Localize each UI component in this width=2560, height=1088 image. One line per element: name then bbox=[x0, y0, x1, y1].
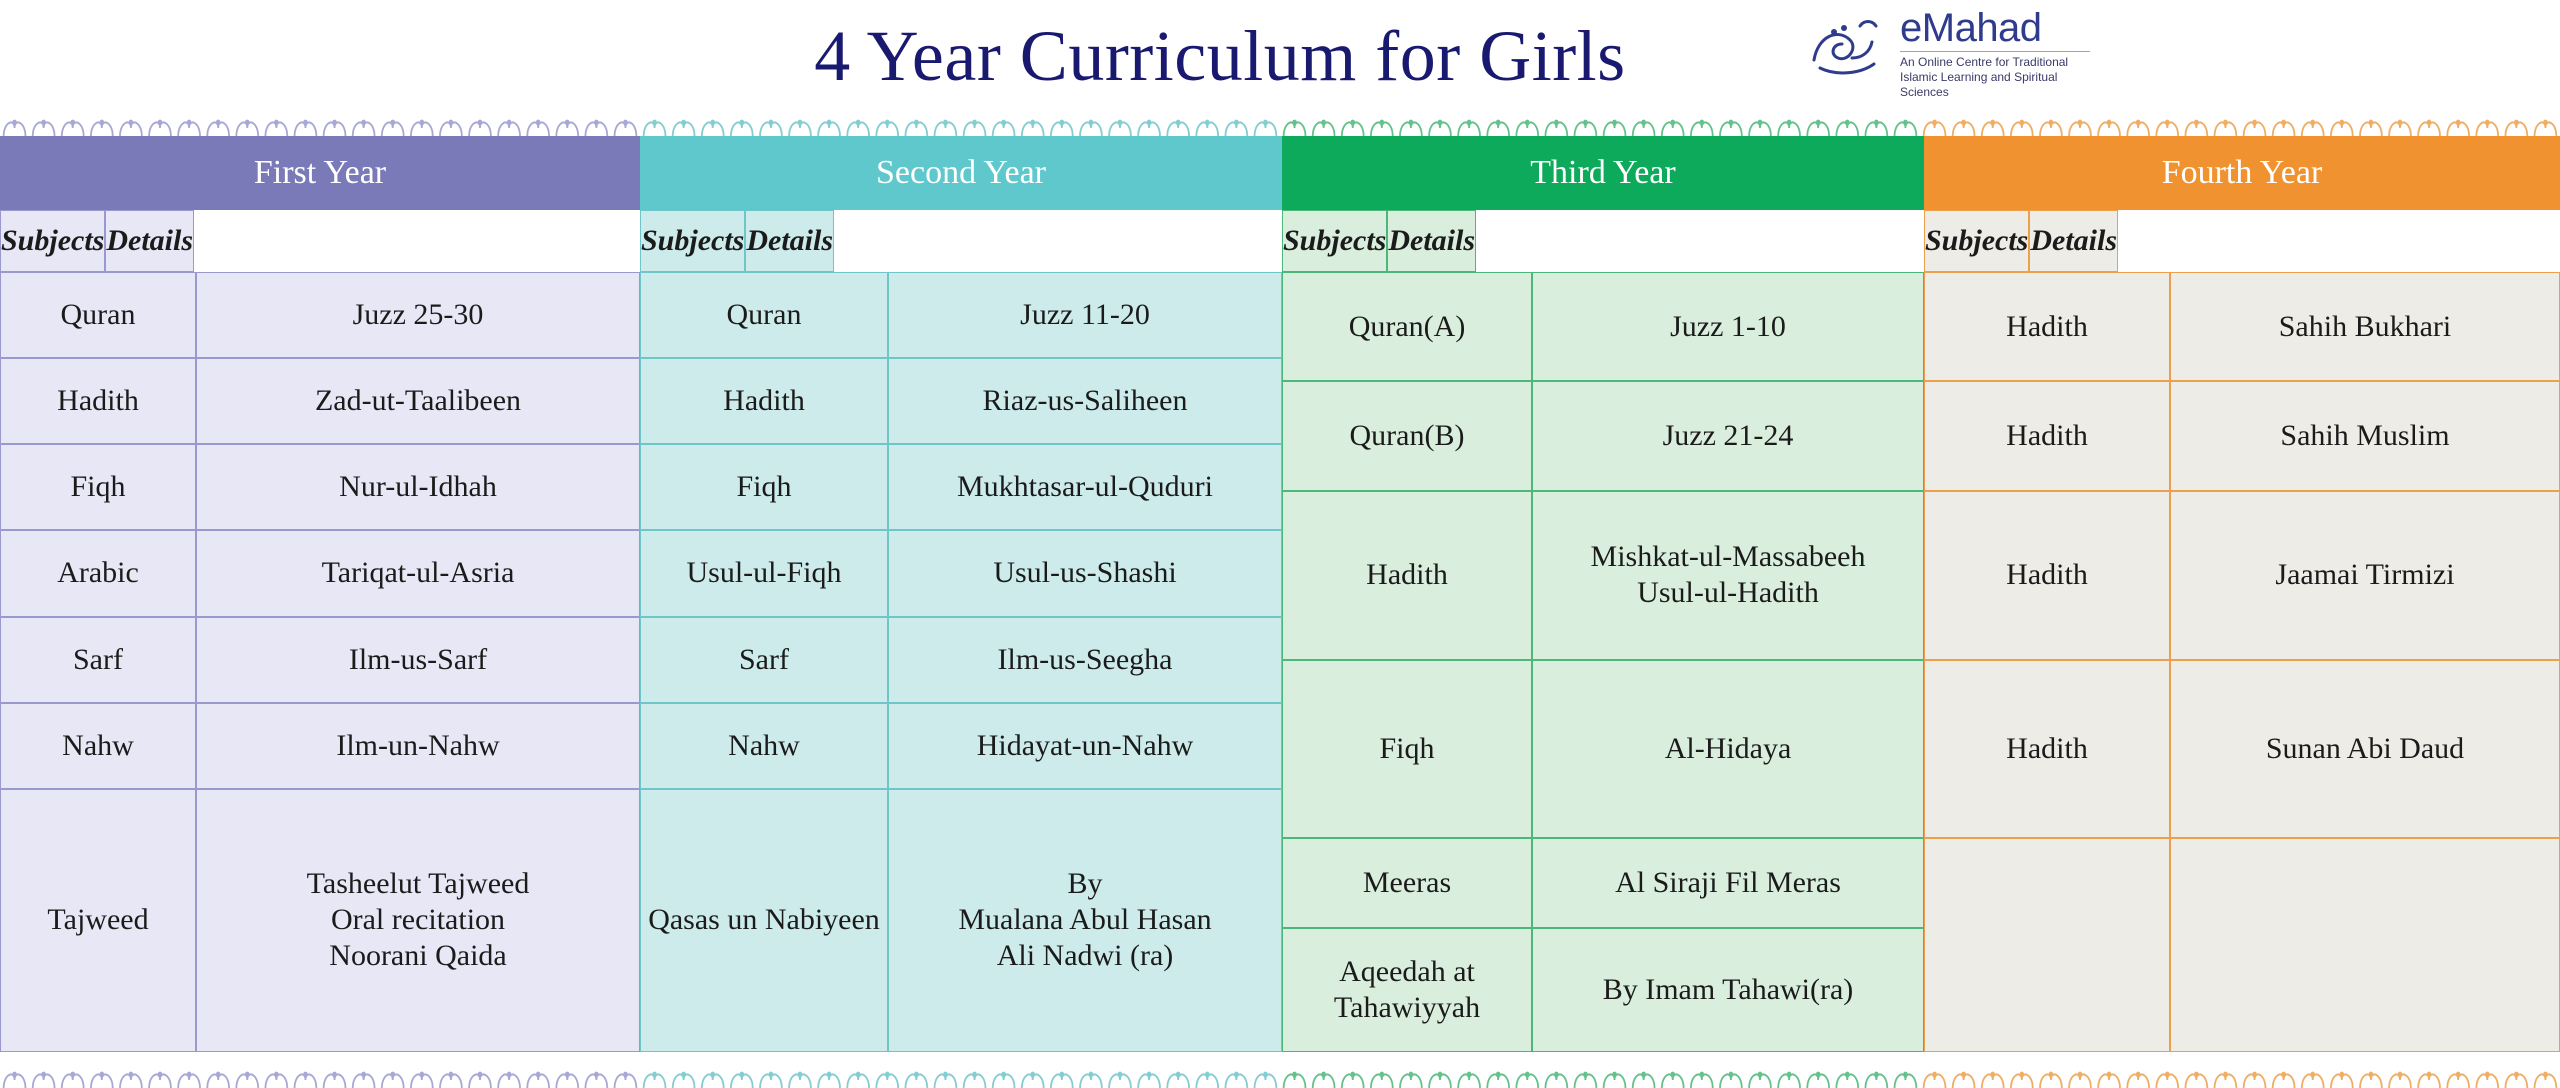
year-column-4 bbox=[1924, 136, 2560, 1052]
subject-cells bbox=[640, 272, 888, 1052]
year-column-3 bbox=[1282, 136, 1924, 1052]
table-cell-subject: Hadith bbox=[640, 358, 888, 444]
col-header-details: Details bbox=[2029, 210, 2118, 272]
band-segment bbox=[1920, 114, 2560, 136]
table-cell-details: By Imam Tahawi(ra) bbox=[1532, 928, 1924, 1052]
table-cell-subject: Fiqh bbox=[0, 444, 196, 530]
rows-area bbox=[1282, 272, 1924, 1052]
year-header: Second Year bbox=[640, 136, 1282, 210]
details-cells bbox=[2170, 272, 2560, 1052]
year-header: Third Year bbox=[1282, 136, 1924, 210]
table-cell-details: Juzz 25-30 bbox=[196, 272, 640, 358]
decorative-band-bottom bbox=[0, 1066, 2560, 1088]
arabic-calligraphy-icon bbox=[1800, 6, 1890, 84]
table-cell-details: Juzz 21-24 bbox=[1532, 381, 1924, 490]
year-column-2 bbox=[640, 136, 1282, 1052]
curriculum-table bbox=[0, 136, 2560, 1052]
table-cell-subject: Arabic bbox=[0, 530, 196, 616]
table-cell-subject: Fiqh bbox=[640, 444, 888, 530]
table-cell-details: Sahih Muslim bbox=[2170, 381, 2560, 490]
table-cell-subject: Fiqh bbox=[1282, 660, 1532, 839]
col-header-details: Details bbox=[1387, 210, 1476, 272]
table-cell-subject: Quran(A) bbox=[1282, 272, 1532, 381]
table-cell-details: Juzz 11-20 bbox=[888, 272, 1282, 358]
table-cell-subject: Hadith bbox=[0, 358, 196, 444]
table-cell-subject: Nahw bbox=[640, 703, 888, 789]
subject-cells bbox=[1924, 272, 2170, 1052]
col-header-subjects: Subjects bbox=[1924, 210, 2029, 272]
table-cell-subject: Sarf bbox=[640, 617, 888, 703]
table-cell-details: By Mualana Abul Hasan Ali Nadwi (ra) bbox=[888, 789, 1282, 1052]
table-cell-subject: Nahw bbox=[0, 703, 196, 789]
rows-area bbox=[1924, 272, 2560, 1052]
year-column-1 bbox=[0, 136, 640, 1052]
table-cell-subject: Hadith bbox=[1924, 381, 2170, 490]
brand-logo bbox=[1800, 6, 2090, 100]
band-segment bbox=[0, 114, 640, 136]
table-cell-details: Al-Hidaya bbox=[1532, 660, 1924, 839]
table-cell-details: Mishkat-ul-Massabeeh Usul-ul-Hadith bbox=[1532, 491, 1924, 660]
table-cell-details: Mukhtasar-ul-Quduri bbox=[888, 444, 1282, 530]
details-cells bbox=[196, 272, 640, 1052]
table-cell-details: Nur-ul-Idhah bbox=[196, 444, 640, 530]
band-segment bbox=[640, 1066, 1280, 1088]
rows-area bbox=[0, 272, 640, 1052]
band-segment bbox=[640, 114, 1280, 136]
col-header-subjects: Subjects bbox=[640, 210, 745, 272]
table-cell-subject: Quran bbox=[640, 272, 888, 358]
band-segment bbox=[1920, 1066, 2560, 1088]
band-segment bbox=[1280, 1066, 1920, 1088]
logo-name: eMahad bbox=[1900, 6, 2042, 50]
table-cell-subject: Hadith bbox=[1924, 660, 2170, 839]
band-segment bbox=[0, 1066, 640, 1088]
table-cell-subject: Usul-ul-Fiqh bbox=[640, 530, 888, 616]
logo-text-block bbox=[1900, 6, 2090, 100]
table-cell-details: Sahih Bukhari bbox=[2170, 272, 2560, 381]
table-cell-details: Sunan Abi Daud bbox=[2170, 660, 2560, 839]
table-cell-details: Tasheelut Tajweed Oral recitation Noorani Qaida bbox=[196, 789, 640, 1052]
col-header-subjects: Subjects bbox=[0, 210, 105, 272]
table-cell-details: Ilm-us-Sarf bbox=[196, 617, 640, 703]
decorative-band-top bbox=[0, 114, 2560, 136]
table-cell-details: Riaz-us-Saliheen bbox=[888, 358, 1282, 444]
page-title: 4 Year Curriculum for Girls bbox=[814, 15, 1626, 96]
col-header-details: Details bbox=[105, 210, 194, 272]
table-cell-details: Zad-ut-Taalibeen bbox=[196, 358, 640, 444]
table-cell-subject: Tajweed bbox=[0, 789, 196, 1052]
year-header: First Year bbox=[0, 136, 640, 210]
table-cell-details: Al Siraji Fil Meras bbox=[1532, 838, 1924, 927]
logo-tagline: An Online Centre for Traditional Islamic Learning and Spiritual Sciences bbox=[1900, 51, 2090, 100]
table-cell-subject: Quran(B) bbox=[1282, 381, 1532, 490]
subject-cells bbox=[0, 272, 196, 1052]
table-cell-subject: Quran bbox=[0, 272, 196, 358]
page-header bbox=[0, 0, 2560, 112]
table-cell-details: Jaamai Tirmizi bbox=[2170, 491, 2560, 660]
details-cells bbox=[1532, 272, 1924, 1052]
subject-details-header bbox=[0, 210, 640, 272]
table-cell-subject: Hadith bbox=[1282, 491, 1532, 660]
table-cell-details: Ilm-us-Seegha bbox=[888, 617, 1282, 703]
rows-area bbox=[640, 272, 1282, 1052]
table-cell-details: Usul-us-Shashi bbox=[888, 530, 1282, 616]
table-cell-details: Tariqat-ul-Asria bbox=[196, 530, 640, 616]
table-cell-subject: Aqeedah at Tahawiyyah bbox=[1282, 928, 1532, 1052]
table-cell-subject: Hadith bbox=[1924, 272, 2170, 381]
table-cell-details bbox=[2170, 838, 2560, 1052]
details-cells bbox=[888, 272, 1282, 1052]
col-header-details: Details bbox=[745, 210, 834, 272]
year-header: Fourth Year bbox=[1924, 136, 2560, 210]
col-header-subjects: Subjects bbox=[1282, 210, 1387, 272]
subject-details-header bbox=[1924, 210, 2560, 272]
table-cell-subject: Hadith bbox=[1924, 491, 2170, 660]
subject-cells bbox=[1282, 272, 1532, 1052]
subject-details-header bbox=[640, 210, 1282, 272]
table-cell-details: Ilm-un-Nahw bbox=[196, 703, 640, 789]
table-cell-subject: Meeras bbox=[1282, 838, 1532, 927]
band-segment bbox=[1280, 114, 1920, 136]
table-cell-details: Juzz 1-10 bbox=[1532, 272, 1924, 381]
table-cell-details: Hidayat-un-Nahw bbox=[888, 703, 1282, 789]
table-cell-subject bbox=[1924, 838, 2170, 1052]
subject-details-header bbox=[1282, 210, 1924, 272]
table-cell-subject: Qasas un Nabiyeen bbox=[640, 789, 888, 1052]
table-cell-subject: Sarf bbox=[0, 617, 196, 703]
